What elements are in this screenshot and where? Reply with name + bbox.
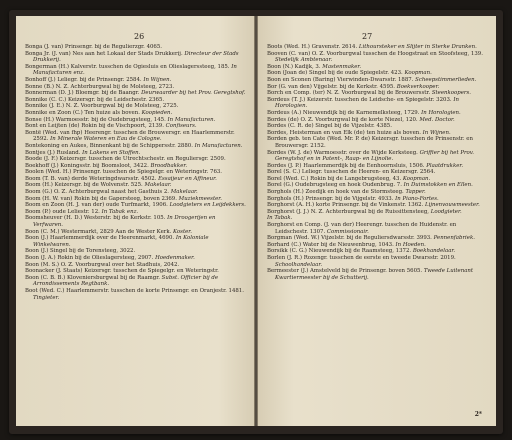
entry-text: Borlen (J. R.) Rozengr. tusschen de eerste en tweede Dwarsstr. 2019. (267, 255, 456, 261)
entry-occupation: In Piano-Fortes. (395, 195, 439, 202)
entry-text: Bonga (J. van) Prinsengr. bij de Regulierzgr. 4065. (25, 44, 163, 50)
entry-occupation: In Duimstokken en Ellen. (403, 182, 473, 189)
entry-text: Borhard (C.) Water bij de Nieuwenbrug, 1043. (267, 241, 394, 248)
entry-occupation: In Lakens en Stoffen. (82, 149, 141, 156)
directory-entry (267, 123, 489, 130)
entry-text: Borsikk (C. G.) Nieuwendijk bij de Raamsteeg, 1372. (267, 248, 412, 255)
entry-text: Borel (G.) Oudebrugsteeg en hoek Oudenbrug. 7. (267, 182, 402, 189)
entry-occupation: Loodgieter. (430, 208, 462, 215)
entry-text: Bontekoning en Aukes, Binnenkant bij de Schippersstr. 2880. (25, 142, 193, 149)
entry-occupation: In Koloniale Winkelwaren. (33, 235, 209, 248)
directory-entry (267, 150, 489, 163)
entry-text: Bordes (de) O. Z. Voorburgwal bij de korte Niezel, 120. (267, 116, 418, 123)
entry-occupation: In Tabak enz. (101, 208, 139, 215)
entry-occupation: Stedelijk Ambtenaar. (275, 57, 333, 64)
entry-text: Bordes (J. P.) Haarlemmerdijk bij de Eenhoornsluis, 1506. (267, 162, 425, 169)
entry-text: Booven (C. van) O. Z. Voorburgwal tusschen de Hoogstraat en Stoofsteeg, 139. (267, 50, 483, 57)
entry-text: Borgman (Wed. W.) Vijzelstr. bij de Reguliersdwarsstr. 3993. (267, 235, 432, 242)
entry-occupation: Schoolhandelaar. (275, 261, 323, 268)
entry-text: Boon (J.) Haarlemmerdijk over de Heerenmarkt, 4690. (25, 235, 175, 242)
entry-occupation: Pennenfabriek. (433, 235, 475, 242)
entry-text: Bonnerman (D. J.) Bloemgr. bij de Baangr. (25, 90, 140, 97)
directory-entry (267, 90, 489, 97)
entry-occupation: Directeur der Stads Drukkerij. (33, 50, 239, 64)
entry-text: Bonnike (C. C.) Keizersgr. bij de Leidschestr. 2365. (25, 96, 165, 103)
directory-entry (25, 288, 247, 301)
entry-text: Bordes (W. J. de) Warmoesstr. over de Wijde Kerksteeg. (267, 149, 418, 156)
entry-occupation: In Horologien. (275, 96, 459, 110)
entry-occupation: Essaijeur en Affineur. (158, 175, 217, 182)
entry-text: Boom (G.) O. Z. Achterburgwal naast het Gasthuis 2. (25, 189, 169, 196)
entry-occupation: Broodbakker. (150, 162, 188, 169)
entry-text: Boots (Wed. H.) Gravenstr. 2614. (267, 44, 358, 50)
directory-entry (25, 235, 247, 248)
entry-text: Bongerman (H.) Kalverstr. tusschen de Ogiesluis en Olieslagerssteeg, 185. (25, 63, 230, 70)
entry-occupation: In Horologien. (421, 109, 461, 116)
entry-text: Boon en Sconen (Baring) Vierwinden-Dwarsstr. 1887. (267, 76, 414, 83)
entry-text: Boom (H.) Keizersgr. bij de Wolvenstr. 525. (25, 182, 143, 189)
entry-occupation: Scheepstimmerlieden. (415, 76, 477, 83)
entry-text: Boon (J. A.) Rokin bij de Olieslagersteeg, 2907. (25, 255, 154, 261)
directory-entry (267, 44, 489, 51)
entry-occupation: Deurwaarder bij het Prov. Geregtshof. (141, 90, 246, 97)
directory-entries (25, 44, 247, 301)
entry-text: Bordeus (T. J.) Keizerstr. tusschen de Leidsche- en Spiegelstr. 3203. (267, 96, 452, 103)
entry-occupation: Commissionair. (326, 228, 369, 235)
directory-entry (25, 275, 247, 288)
entry-occupation: In Wijnen. (422, 129, 451, 136)
entry-text: Borghorst (A. H.) korte Prinsengr. bij de Vinkenstr. 1362. (267, 202, 424, 209)
entry-occupation: In Hoeden. (395, 241, 426, 248)
directory-entry (267, 222, 489, 235)
entry-text: Boekhoff (J.) Koningsstr. bij Boomsloot, 3422. (25, 162, 149, 169)
entry-occupation: In Droogerijen en Verfwaren. (33, 215, 216, 229)
right-page (258, 16, 496, 426)
entry-text: Boon (C. M.) Westermarkt, 2829 Aan de Wester Kerk. (25, 228, 172, 235)
directory-entry (267, 97, 489, 110)
directory-entry (25, 255, 247, 262)
directory-entry (267, 70, 489, 77)
entry-text: Boon (Joan de) Singel bij de oude Spiegelstr. 423. (267, 70, 403, 77)
directory-entry (25, 77, 247, 84)
entry-occupation: Plaatdrukker. (426, 162, 464, 169)
directory-entry (25, 268, 247, 275)
entry-text: Bordes (C. R. de) Singel bij de Vijzelstr. 4385. (267, 123, 392, 130)
entry-occupation: Koopman. (402, 175, 431, 182)
entry-occupation: Lithoursteker en Slijter in Sterke Dranken. (358, 44, 477, 50)
entry-occupation: Subst. Officier bij de Arrondissements Regtbank. (33, 274, 219, 288)
entry-occupation: In Minerale Wateren en Eau de Cologne. (50, 136, 162, 143)
entry-text: Boom (P.) oude Leliestr. 12. (25, 208, 100, 215)
entry-text: Boon (C. B. B.) Kloveniersburgwal bij de Raamgr. (25, 274, 160, 281)
entry-occupation: Tapper. (405, 189, 426, 196)
entry-occupation: Koopman. (404, 70, 432, 77)
entry-occupation: In Tabak. (267, 215, 293, 222)
entry-text: Bonse (H.) Warmoesstr. bij de Oudebrugsteeg, 145. (25, 116, 166, 123)
entry-text: Boom (T. B. van) derde Weteringdwarsstr. 4502. (25, 175, 157, 182)
entry-text: Bermeester (J.) Amstelveld bij de Prinsengr. boven 5605. (267, 268, 423, 275)
directory-entry (267, 235, 489, 242)
page-number: 27 (362, 32, 373, 41)
entry-text: Bordeus (A.) Nieuwendijk bij de Karnemelksteeg, 1729. (267, 109, 420, 116)
entry-text: Boon (M. S.) O. Z. Voorburgwal over het Stadhuis, 2042. (25, 261, 180, 268)
entry-text: Borghols (H.) Prinsengr. bij de Vijgelstr. 4933. (267, 195, 394, 202)
entry-text: Boode (J. F.) Keizersgr. tusschen de Utrechtschestr. en Reguliersgr. 2509. (25, 156, 226, 163)
entry-occupation: Hoedenmaker. (155, 255, 195, 261)
entry-text: Bontjes (J.) Rusland. (25, 149, 81, 156)
entry-occupation: Confiseurs. (165, 123, 197, 130)
entry-text: Borghorst en Comp. (J. van der) Heerengr. tusschen de Huidenstr. en Leidschestr. 1307. (267, 222, 457, 235)
entry-text: Borel (Wed. C.) Rokin bij de Langebrugsteeg, 43. (267, 175, 402, 182)
entry-text: Bordes, Heisterman en van Elk (de) ten huize als boven. (267, 129, 421, 136)
page-number: 26 (134, 32, 145, 41)
entry-occupation: Loodgieters en Leijdekkers. (169, 202, 246, 209)
entry-text: Boon (N.) Kadijk, 3. (267, 63, 321, 70)
directory-entry (267, 77, 489, 84)
entry-occupation: In Manufacturen enz. (33, 63, 237, 77)
entry-text: Boonacker (J. Staats) Keizersgr. tusschen de Spiegelgr. en Weteringstr. (25, 268, 219, 275)
entry-text: Bonhoff (J.) Leliegr. bij de Prinsengr. 2584. (25, 76, 142, 83)
entry-text: Boon (J.) Singel bij de Torensteeg, 3022. (25, 248, 136, 255)
directory-entry (267, 248, 489, 255)
directory-entry (25, 156, 247, 163)
entry-occupation: Boekverkooper. (396, 83, 440, 90)
entry-occupation: Lijnenvouwmeester. (425, 202, 480, 209)
entry-text: Bonnike en Zoon (C.) Ten huize als boven. (25, 109, 140, 116)
entry-text: Bonne (B.) N. Z. Achterburgwal bij de Molsteeg, 2723. (25, 83, 175, 90)
directory-entry (25, 103, 247, 110)
directory-entry (25, 130, 247, 143)
entry-text: Borch en Comp. (ter) N. Z. Voorburgwal bij de Brouwersstr. (267, 90, 431, 97)
entry-occupation: In Manufacturen. (194, 142, 243, 149)
directory-entry (267, 169, 489, 176)
entry-text: Bont en Leijten (de) Rokin bij de Vischpoort, 2139. (25, 123, 164, 130)
entry-occupation: Steenkoopers. (431, 90, 471, 97)
entry-occupation: Med. Doctor. (419, 116, 455, 123)
entry-occupation: Mastenmaker. (322, 63, 362, 70)
entry-occupation: Boekhandelaar. (412, 248, 456, 255)
directory-entry (267, 189, 489, 196)
directory-entry (267, 209, 489, 216)
signature-mark: 2* (474, 411, 482, 418)
entry-occupation: Tweede Luitenant Kwartiermeester bij de Schutterij. (275, 268, 474, 281)
directory-entry (25, 44, 247, 51)
directory-entry (25, 123, 247, 130)
directory-entry (267, 202, 489, 209)
entry-text: Boolen (Wed. H.) Prinsengr. tusschen de Spiegelgr. en Weteringstr. 763. (25, 169, 223, 176)
directory-entry (25, 248, 247, 255)
left-page (16, 16, 254, 426)
directory-entry (267, 255, 489, 268)
directory-entry (25, 64, 247, 77)
entry-occupation: Koopieden. (141, 109, 173, 116)
entry-occupation: In Wijnen. (143, 76, 172, 83)
entry-text: Borel (S. C.) Leliegr. tusschen de Heeren- en Keizersgr. 2564. (267, 169, 436, 176)
entry-occupation: Tingieter. (33, 294, 60, 301)
entry-text: Boom (H. W. van) Rokin bij de Gapersteeg, boven 2369. (25, 195, 177, 202)
entry-text: Bontë (Wed. van fhp) Heerengr. tusschen de Brouwersgr. en Haarlemmerstr. 2592. (25, 129, 235, 143)
entry-occupation: Muziekmeester. (178, 195, 222, 202)
entry-occupation: Griffier bij het Prov. Geregtshof en in Patent-, Raap- en Lijnolie. (275, 149, 474, 163)
entry-occupation: Makelaar. (170, 189, 198, 196)
directory-entry (267, 51, 489, 64)
entry-text: Bonga Jr. (J. van) Nes aan het Lokaal der Stads Drukkerij. (25, 50, 183, 57)
book-spread (9, 10, 503, 434)
directory-entry (25, 202, 247, 209)
entry-text: Borghorst (J. J.) N. Z. Achterburgwal bij de Ruissittensteeg, (267, 208, 430, 215)
entry-occupation: Koster. (173, 228, 192, 235)
directory-entry (25, 90, 247, 97)
directory-entry (25, 215, 247, 228)
directory-entries (267, 44, 489, 281)
directory-entry (25, 110, 247, 117)
directory-entry (25, 189, 247, 196)
directory-entry (267, 136, 489, 149)
entry-text: Borden geb. ten Cate (Wed. Mr. P. de) Keizersgr. tusschen de Prinsenstr. en Brouwersgr. 2152. (267, 136, 473, 149)
directory-entry (25, 51, 247, 64)
entry-occupation: Makelaar. (144, 182, 172, 189)
entry-text: Boomsheuver (H. D.) Westerstr. bij de Kerkstr. 105. (25, 215, 166, 222)
entry-text: Borghols (H.) Zeedijk en hoek van de Stormsteeg. (267, 189, 404, 196)
directory-entry (25, 143, 247, 150)
directory-entry (25, 169, 247, 176)
entry-text: Boot (Wed. C.) Haarlemmerstr. tusschen de korte Prinsengr. en Oranjestr. 1481. (25, 287, 244, 294)
directory-entry (267, 268, 489, 281)
entry-text: Bor (G. van den) Vijgelstr. bij de Kerkstr. 4595. (267, 83, 396, 90)
directory-entry (267, 110, 489, 117)
entry-text: Boom en Zoon (H. J. van der) oude Turfmarkt, 1906. (25, 202, 168, 209)
entry-text: Bonnike (J. E.) N. Z. Voorburgwal bij de Molsteeg, 2725. (25, 103, 179, 110)
entry-occupation: In Manufacturen. (167, 116, 216, 123)
